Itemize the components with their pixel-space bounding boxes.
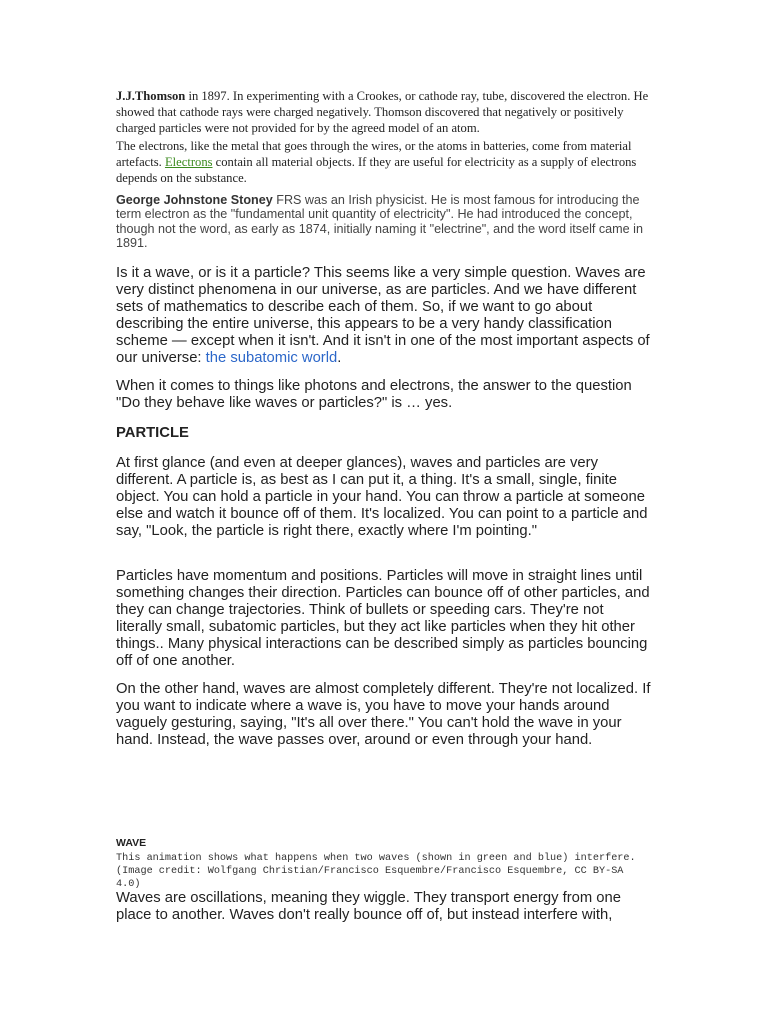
electrons-text-pre: The electrons, like the metal that goes through the wires, or the atoms in batteries, come from material artefacts.	[116, 139, 632, 169]
wave-or-particle-end: .	[337, 349, 342, 366]
thomson-name: J.J.Thomson	[116, 89, 186, 103]
electrons-paragraph	[116, 138, 652, 186]
thomson-text: in 1897. In experimenting with a Crookes, or cathode ray, tube, discovered the electron. He showed that cathode rays were charged negatively. Thomson discovered that negatively or positively charged particles were not provided for by the agreed model of an atom.	[116, 89, 649, 135]
wave-or-particle-paragraph	[116, 265, 652, 366]
particle-momentum-paragraph: Particles have momentum and positions. Particles will move in straight lines until something changes their direction. Particles can bounce off of other particles, and they can change trajectories. Think of bullets or speeding cars. They're not literally small, subatomic particles, but they act like particles when they hit other things.. Many physical interactions can be described simply as particles bouncing off of one another.	[116, 568, 650, 669]
photons-paragraph: When it comes to things like photons and electrons, the answer to the question "Do they behave like waves or particles?" is … yes.	[116, 378, 632, 411]
thomson-paragraph	[116, 88, 652, 136]
stoney-paragraph	[116, 193, 652, 251]
image-caption: This animation shows what happens when two waves (shown in green and blue) interfere. (Image credit: Wolfgang Christian/Francisco Esquembre/Francisco Esquembre, CC BY-SA 4.0)	[116, 853, 661, 890]
electrons-link[interactable]: Electrons	[164, 155, 213, 169]
particle-definition-paragraph: At first glance (and even at deeper glances), waves and particles are very different. A particle is, as best as I can put it, a thing. It's a small, single, finite object. You can hold a particle in your hand. You can throw a particle at someone else and watch it bounce off of them. It's localized. You can point to a particle and say, "Look, the particle is right there, exactly where I'm pointing."	[116, 455, 648, 539]
particle-heading: PARTICLE	[116, 425, 189, 441]
subatomic-world-link[interactable]: the subatomic world	[205, 349, 338, 366]
wave-heading: WAVE	[116, 837, 147, 849]
stoney-name: George Johnstone Stoney	[116, 193, 273, 207]
waves-different-paragraph: On the other hand, waves are almost completely different. They're not localized. If you want to indicate where a wave is, you have to move your hands around vaguely gesturing, saying, "It's all over there." You can't hold the wave in your hand. Instead, the wave passes over, around or even through your hand.	[116, 681, 651, 748]
electrons-text-post: contain all material objects. If they are useful for electricity as a supply of electrons depends on the substance.	[116, 155, 637, 185]
wave-or-particle-text: Is it a wave, or is it a particle? This seems like a very simple question. Waves are very distinct phenomena in our universe, as are particles. And we have different sets of mathematics to describe each of them. So, if we want to go about describing the entire universe, this appears to be a very handy classification scheme — except when it isn't. And it isn't in one of the most important aspects of our universe:	[116, 265, 650, 366]
waves-oscillations-paragraph: Waves are oscillations, meaning they wiggle. They transport energy from one place to another. Waves don't really bounce off of, but instead interfere with,	[116, 890, 621, 923]
stoney-text: FRS was an Irish physicist. He is most famous for introducing the term electron as the "fundamental unit quantity of electricity". He had introduced the concept, though not the word, as early as 1874, initially naming it "electrine", and the word itself came in 1891.	[116, 193, 643, 251]
